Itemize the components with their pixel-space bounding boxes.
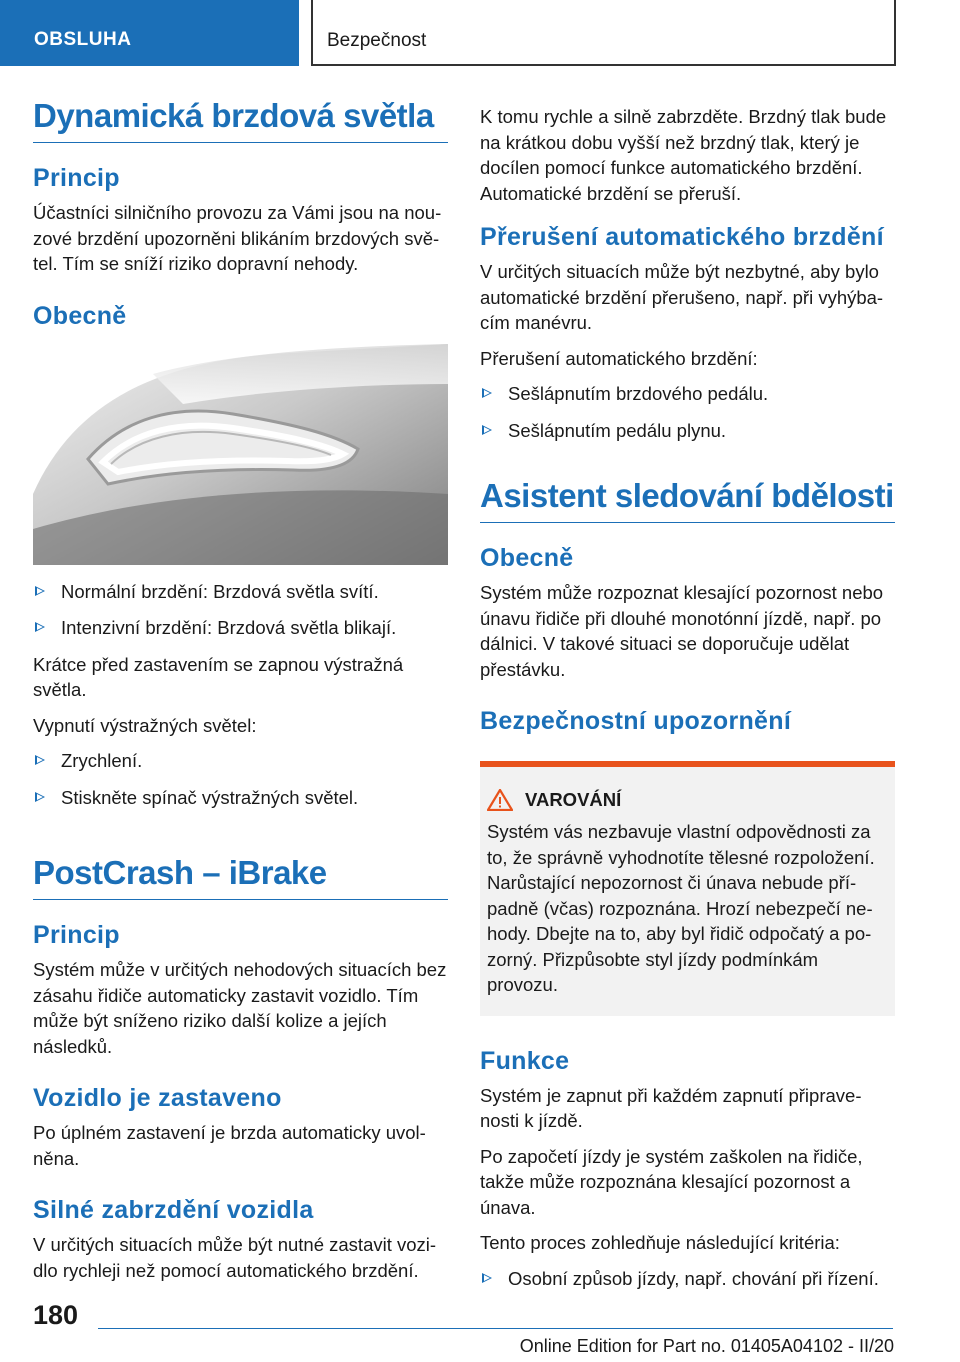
braking-continued-text: K tomu rychle a silně zabrzděte. Brzdný tlak bude na krátkou dobu vyšší než brzdný tlak, který je docílen pomocí funkce automatického brzdění. Automatické brzdění se přeruší. bbox=[480, 106, 887, 204]
funkce-text-2: Po započetí jízdy je systém zaškolen na řidiče, takže může rozpoznána klesající pozornost a únava. bbox=[480, 1145, 863, 1218]
alert-obecne-text: Systém může rozpoznat klesající pozornost nebo únavu řidiče při dlouhé monotónní jízdě, např. po dálnici. V takové situaci se doporučuje udělat přestávku. bbox=[480, 582, 884, 680]
tail-light-photo bbox=[33, 344, 448, 565]
triangle-bullet-icon bbox=[35, 755, 45, 765]
ibrake-princip-heading: Princip bbox=[33, 921, 120, 949]
alert-obecne-heading: Obecně bbox=[480, 544, 574, 572]
hazard-off-list bbox=[33, 748, 448, 810]
brake-light-list bbox=[33, 579, 448, 641]
interrupt-text: V určitých situacích může být nezbytné, aby bylo automatické brzdění přerušeno, např. při vyhýba-cím manévru. bbox=[480, 261, 884, 333]
warning-triangle-icon bbox=[487, 789, 513, 811]
triangle-bullet-icon bbox=[482, 425, 492, 435]
dyn-title-block bbox=[33, 96, 448, 143]
edition-note: Online Edition for Part no. 01405A04102 - II/20 bbox=[519, 1336, 894, 1356]
right-column bbox=[480, 104, 895, 1302]
dyn-princip-text: Účastníci silničního provozu za Vámi jsou na nou-zové brzdění upozorněni blikáním brzdových svě-tel. Tím se sníží riziko dopravní nehody. bbox=[33, 202, 442, 274]
ibrake-title: PostCrash – iBrake bbox=[33, 854, 327, 891]
list-item: Sešlápnutím pedálu plynu. bbox=[480, 418, 895, 444]
vehicle-stopped-heading: Vozidlo je zastaveno bbox=[33, 1084, 282, 1112]
triangle-bullet-icon bbox=[35, 586, 45, 596]
hazard-lights-text: Krátce před zastavením se zapnou výstražná světla. bbox=[33, 653, 404, 700]
page-number: 180 bbox=[33, 1300, 79, 1330]
interrupt-text-2: Přerušení automatického brzdění: bbox=[480, 347, 758, 369]
footer-rule bbox=[98, 1328, 893, 1329]
dyn-obecne-heading: Obecně bbox=[33, 301, 127, 330]
warning-title: VAROVÁNÍ bbox=[487, 789, 885, 811]
alert-title-block bbox=[480, 476, 895, 523]
warning-text: Systém vás nezbavuje vlastní odpovědnosti za to, že správně vyhodnotíte tělesné rozpoložení. Narůstající nepozornost či únava nebude pří-padně (včas) rozpoznána. Hrozí nebezpečí ne-hody. Dbejte na to, aby byl řidič odpočatý a po-zorný. Přizpůsobte styl jízdy podmínkám provozu. bbox=[487, 821, 875, 995]
left-column bbox=[33, 96, 448, 1293]
warning-box bbox=[480, 761, 895, 1016]
list-item: Zrychlení. bbox=[33, 748, 448, 774]
list-item: Normální brzdění: Brzdová světla svítí. bbox=[33, 579, 448, 605]
triangle-bullet-icon bbox=[35, 792, 45, 802]
criteria-list bbox=[480, 1266, 895, 1292]
strong-braking-heading: Silné zabrzdění vozidla bbox=[33, 1196, 314, 1224]
triangle-bullet-icon bbox=[482, 388, 492, 398]
list-item: Stiskněte spínač výstražných světel. bbox=[33, 785, 448, 811]
ibrake-title-block bbox=[33, 853, 448, 900]
vehicle-stopped-text: Po úplném zastavení je brzda automaticky uvol-něna. bbox=[33, 1122, 426, 1169]
hazard-off-text: Vypnutí výstražných světel: bbox=[33, 714, 257, 736]
interrupt-list bbox=[480, 381, 895, 443]
topic-tab: Bezpečnost bbox=[311, 0, 896, 66]
funkce-text-3: Tento proces zohledňuje následující kritéria: bbox=[480, 1232, 840, 1253]
triangle-bullet-icon bbox=[482, 1273, 492, 1283]
ibrake-princip-text: Systém může v určitých nehodových situacích bez zásahu řidiče automaticky zastavit vozidlo. Tím může být sníženo riziko další kolize a jejích následků. bbox=[33, 959, 447, 1057]
list-item: Intenzivní brzdění: Brzdová světla blikají. bbox=[33, 615, 448, 641]
alert-title: Asistent sledování bdělosti bbox=[480, 477, 894, 514]
dyn-princip-heading: Princip bbox=[33, 164, 120, 192]
safety-heading: Bezpečnostní upozornění bbox=[480, 707, 792, 735]
page-header bbox=[0, 0, 960, 66]
dyn-title: Dynamická brzdová světla bbox=[33, 97, 434, 134]
list-item: Osobní způsob jízdy, např. chování při řízení. bbox=[480, 1266, 895, 1292]
strong-braking-text: V určitých situacích může být nutné zastavit vozi-dlo rychleji než pomocí automatického brzdění. bbox=[33, 1234, 437, 1281]
section-tab: OBSLUHA bbox=[0, 0, 299, 66]
funkce-heading: Funkce bbox=[480, 1046, 570, 1075]
list-item: Sešlápnutím brzdového pedálu. bbox=[480, 381, 895, 407]
interrupt-heading: Přerušení automatického brzdění bbox=[480, 223, 884, 251]
triangle-bullet-icon bbox=[35, 622, 45, 632]
funkce-text-1: Systém je zapnut při každém zapnutí připrave-nosti k jízdě. bbox=[480, 1084, 862, 1131]
